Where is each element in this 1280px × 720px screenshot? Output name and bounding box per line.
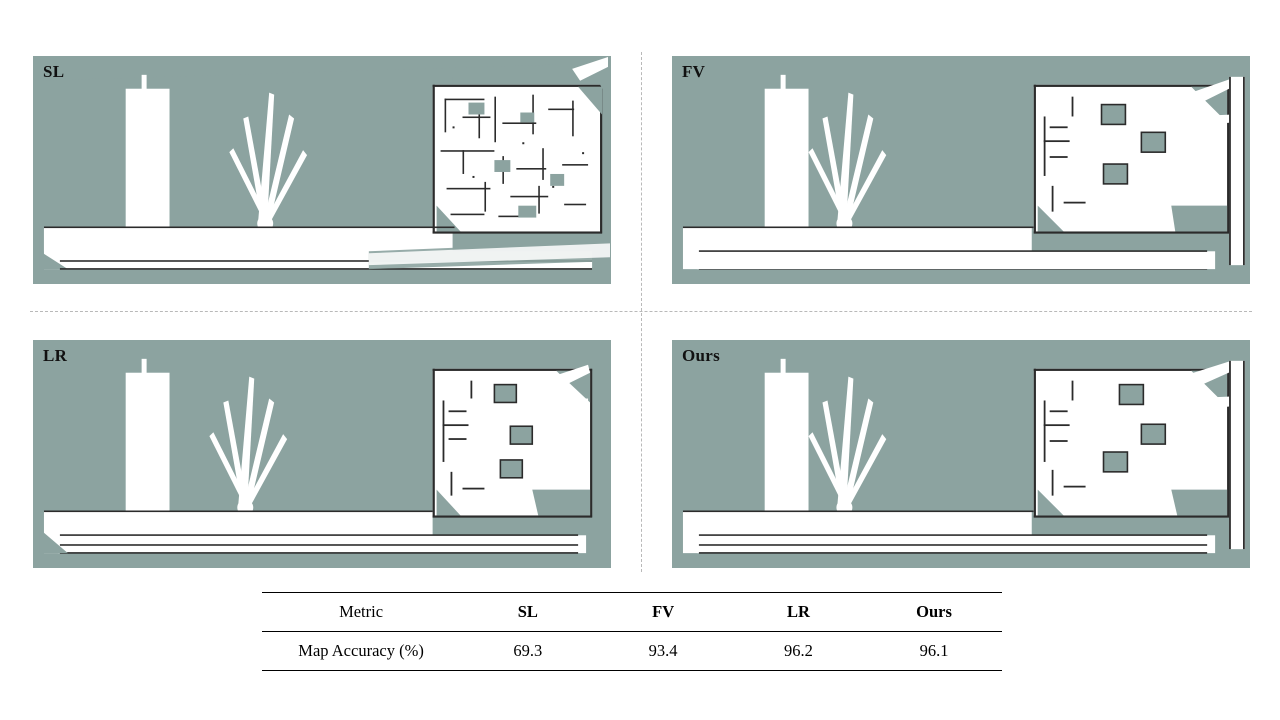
map-image-sl (34, 57, 610, 283)
metrics-table-container (262, 592, 1002, 671)
cell-sl-map-accuracy: 69.3 (460, 632, 595, 671)
panel-label-sl: SL (43, 62, 65, 81)
cell-fv-map-accuracy: 93.4 (595, 632, 730, 671)
cell-lr-map-accuracy: 96.2 (731, 632, 866, 671)
table-header-row (262, 593, 1002, 632)
map-image-fv (673, 57, 1249, 283)
panel-label-lr: LR (43, 346, 68, 365)
vertical-divider (641, 52, 642, 572)
header-lr: LR (731, 593, 866, 632)
metrics-table (262, 592, 1002, 671)
cell-metric-map-accuracy: Map Accuracy (%) (262, 632, 460, 671)
panel-label-fv: FV (682, 62, 706, 81)
map-panel-fv (672, 56, 1250, 284)
map-panel-lr (33, 340, 611, 568)
map-image-ours (673, 341, 1249, 567)
map-image-lr (34, 341, 610, 567)
map-panel-ours (672, 340, 1250, 568)
table-row (262, 632, 1002, 671)
panel-label-ours: Ours (682, 346, 721, 365)
header-fv: FV (595, 593, 730, 632)
horizontal-divider (30, 311, 1252, 312)
map-panel-sl (33, 56, 611, 284)
header-metric: Metric (262, 593, 460, 632)
header-sl: SL (460, 593, 595, 632)
header-ours: Ours (866, 593, 1002, 632)
cell-ours-map-accuracy: 96.1 (866, 632, 1002, 671)
